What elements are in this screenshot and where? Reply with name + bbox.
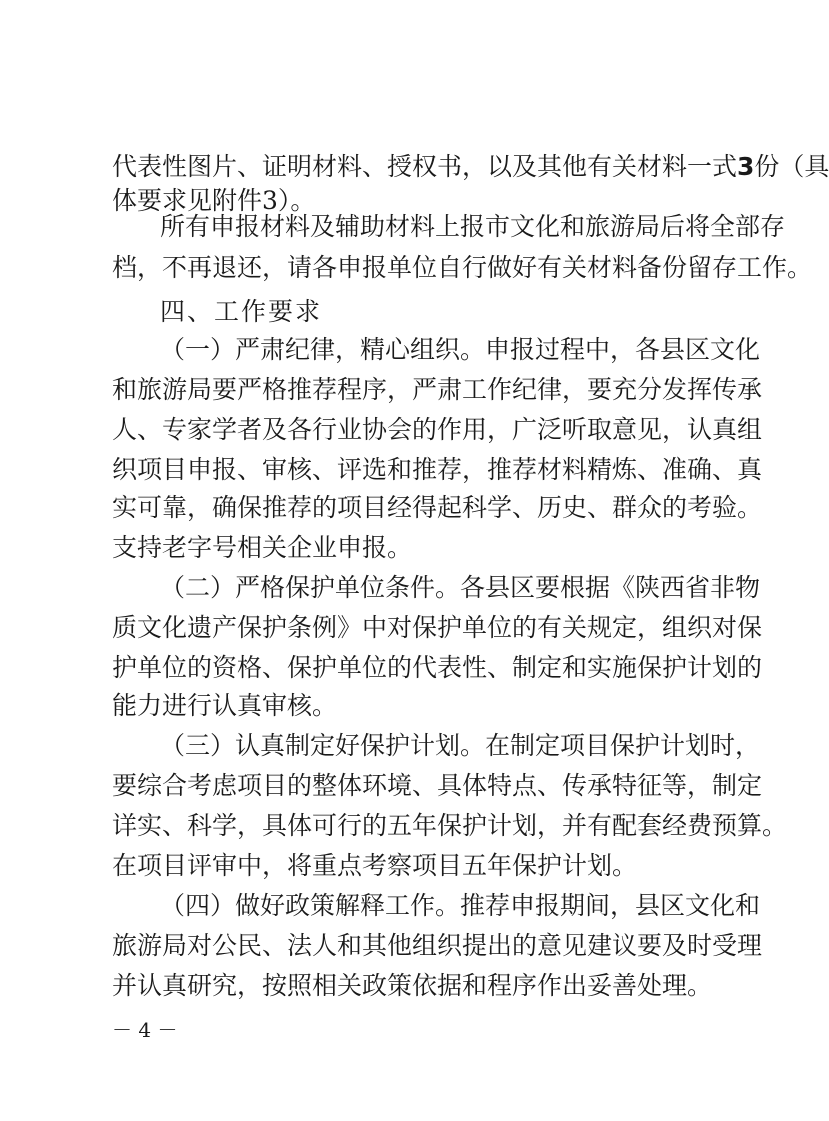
text-line: 旅游局对公民、法人和其他组织提出的意见建议要及时受理 (112, 931, 763, 960)
text-line: 能力进行认真审核。 (112, 691, 338, 720)
text-line: 详实、科学，具体可行的五年保护计划，并有配套经费预算。 (112, 811, 788, 840)
text-run: 份（具 (754, 152, 829, 181)
section-heading: 四、工作要求 (160, 297, 323, 326)
text-line: 人、专家学者及各行业协会的作用，广泛听取意见，认真组 (112, 415, 763, 444)
text-line: 质文化遗产保护条例》中对保护单位的有关规定，组织对保 (112, 613, 763, 642)
text-line: 支持老字号相关企业申报。 (112, 533, 413, 562)
page-number: － 4 － (112, 1018, 178, 1042)
text-line: （三）认真制定好保护计划。在制定项目保护计划时， (160, 731, 761, 760)
copy-count: 3 (737, 152, 755, 181)
text-line: 和旅游局要严格推荐程序，严肃工作纪律，要充分发挥传承 (112, 375, 763, 404)
text-line: 在项目评审中，将重点考察项目五年保护计划。 (112, 851, 638, 880)
text-run: 代表性图片、证明材料、授权书，以及其他有关材料一式 (112, 152, 738, 181)
text-line: （一）严肃纪律，精心组织。申报过程中，各县区文化 (160, 335, 761, 364)
text-line: （二）严格保护单位条件。各县区要根据《陕西省非物 (160, 573, 761, 602)
text-line: 要综合考虑项目的整体环境、具体特点、传承特征等，制定 (112, 771, 763, 800)
text-line: 体要求见附件3）。 (112, 186, 316, 215)
text-line (112, 152, 829, 182)
text-line: 档，不再退还，请各申报单位自行做好有关材料备份留存工作。 (112, 253, 813, 282)
text-line: 护单位的资格、保护单位的代表性、制定和实施保护计划的 (112, 653, 763, 682)
text-line: 并认真研究，按照相关政策依据和程序作出妥善处理。 (112, 971, 713, 1000)
text-line: 实可靠，确保推荐的项目经得起科学、历史、群众的考验。 (112, 493, 763, 522)
text-line: 织项目申报、审核、评选和推荐，推荐材料精炼、准确、真 (112, 455, 763, 484)
text-line: （四）做好政策解释工作。推荐申报期间，县区文化和 (160, 891, 761, 920)
text-line: 所有申报材料及辅助材料上报市文化和旅游局后将全部存 (160, 212, 786, 241)
